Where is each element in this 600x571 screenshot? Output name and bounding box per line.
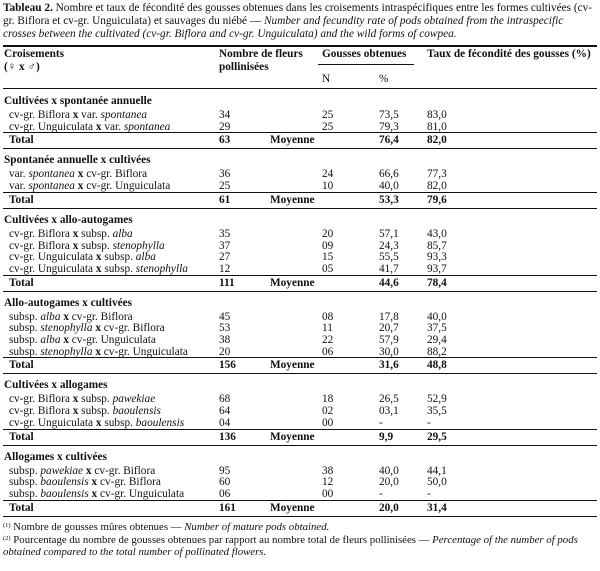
cell-taux: 40,0 bbox=[427, 310, 447, 323]
cell-percent: 79,3 bbox=[379, 120, 399, 133]
total-percent: 20,0 bbox=[379, 501, 399, 514]
taxon-name: alba bbox=[40, 310, 61, 323]
cell-percent: - bbox=[379, 487, 383, 500]
cell-fleurs: 34 bbox=[219, 109, 231, 121]
cross-text: cv-gr. Unguiculata bbox=[97, 487, 185, 500]
section-bottom-rule bbox=[3, 208, 597, 209]
total-percent: 76,4 bbox=[379, 134, 399, 147]
row-cross-label bbox=[9, 168, 147, 180]
cross-text: subsp. bbox=[9, 310, 41, 323]
cross-text: cv-gr. Biflora bbox=[9, 109, 73, 121]
section-bottom-rule bbox=[3, 516, 597, 517]
row-cross-label bbox=[9, 322, 165, 334]
row-cross-label bbox=[9, 263, 188, 275]
cell-percent: 73,5 bbox=[379, 109, 399, 121]
total-label: Total bbox=[9, 134, 34, 147]
total-taux: 82,0 bbox=[427, 134, 447, 147]
cross-x: x bbox=[77, 180, 84, 193]
cross-text: cv-gr. Unguiculata bbox=[9, 262, 96, 275]
cell-n: 08 bbox=[322, 310, 334, 323]
taxon-name: spontanea bbox=[123, 120, 171, 133]
cell-n: 06 bbox=[322, 345, 334, 358]
total-moyenne-label: Moyenne bbox=[270, 276, 315, 289]
cell-taux: 88,2 bbox=[427, 345, 447, 358]
cell-percent: 55,5 bbox=[379, 251, 399, 264]
header-n: N bbox=[322, 73, 331, 85]
cross-text: cv-gr. Biflora bbox=[100, 322, 165, 335]
cell-taux: 37,5 bbox=[427, 322, 447, 335]
footnote-marker: (1) bbox=[3, 521, 11, 529]
cell-n: 10 bbox=[322, 180, 334, 193]
cross-text: cv-gr. Biflora bbox=[9, 239, 73, 252]
taxon-name: spontanea bbox=[28, 180, 75, 193]
cell-percent: 66,6 bbox=[379, 168, 399, 181]
total-rule bbox=[3, 132, 597, 133]
cell-fleurs: 45 bbox=[219, 310, 231, 323]
cross-text: subsp. bbox=[78, 405, 113, 418]
total-percent: 53,3 bbox=[379, 193, 399, 206]
row-cross-label bbox=[9, 417, 184, 429]
total-fleurs: 61 bbox=[219, 193, 231, 206]
cross-text: cv-gr. Unguiculata bbox=[83, 180, 171, 193]
section-bottom-rule bbox=[3, 373, 597, 374]
cross-text: cv-gr. Unguiculata bbox=[9, 120, 96, 133]
footnote-english: Percentage of the number of pods obtained compared to the total number of pollinated flowers. bbox=[3, 533, 578, 558]
cross-text: var. bbox=[9, 168, 29, 181]
total-fleurs: 111 bbox=[219, 276, 235, 289]
header-percent: % bbox=[379, 73, 389, 85]
cell-percent: 57,9 bbox=[379, 334, 399, 346]
cell-fleurs: 12 bbox=[219, 262, 231, 275]
row-cross-label bbox=[9, 476, 161, 488]
cell-n: 15 bbox=[322, 251, 334, 264]
cell-fleurs: 27 bbox=[219, 251, 231, 264]
total-fleurs: 161 bbox=[219, 501, 236, 514]
total-taux: 31,4 bbox=[427, 501, 447, 514]
cell-taux: 77,3 bbox=[427, 168, 447, 181]
total-rule bbox=[3, 500, 597, 501]
cell-percent: 40,0 bbox=[379, 180, 399, 193]
cross-text: subsp. bbox=[101, 262, 136, 275]
footnote-french: Nombre de gousses mûres obtenues — bbox=[13, 520, 182, 533]
section-title: Spontanée annuelle x cultivées bbox=[4, 154, 151, 167]
row-cross-label bbox=[9, 251, 156, 263]
taxon-name: alba bbox=[135, 251, 156, 264]
row-cross-label bbox=[9, 121, 170, 133]
cell-fleurs: 06 bbox=[219, 487, 231, 500]
cell-n: 00 bbox=[322, 487, 334, 500]
cross-x: x bbox=[95, 345, 101, 358]
cell-n: 09 bbox=[322, 239, 334, 252]
cross-x: x bbox=[63, 334, 69, 346]
cell-fleurs: 04 bbox=[219, 416, 231, 429]
row-cross-label bbox=[9, 228, 133, 240]
section-title: Cultivées x allo-autogames bbox=[4, 213, 133, 226]
row-cross-label bbox=[9, 240, 165, 252]
footnote-english: Number of mature pods obtained. bbox=[184, 520, 330, 533]
cross-text: cv-gr. Unguiculata bbox=[100, 345, 188, 358]
cross-text: subsp. bbox=[9, 334, 41, 346]
taxon-name: baoulensis bbox=[40, 476, 89, 489]
taxon-name: alba bbox=[112, 227, 133, 240]
cell-taux: 83,0 bbox=[427, 109, 447, 121]
cell-n: 25 bbox=[322, 109, 334, 121]
total-moyenne-label: Moyenne bbox=[270, 134, 315, 147]
cross-x: x bbox=[95, 262, 102, 275]
cell-taux: 50,0 bbox=[427, 476, 447, 489]
cross-text: cv-gr. Unguiculata bbox=[9, 251, 96, 264]
cross-text: cv-gr. Biflora bbox=[97, 476, 161, 489]
total-taux: 48,8 bbox=[427, 359, 447, 372]
cross-text: cv-gr. Biflora bbox=[68, 310, 133, 323]
cell-fleurs: 53 bbox=[219, 322, 231, 335]
total-label: Total bbox=[9, 501, 34, 514]
cell-fleurs: 37 bbox=[219, 239, 231, 252]
cell-percent: 17,8 bbox=[379, 310, 399, 323]
total-taux: 79,6 bbox=[427, 193, 447, 206]
taxon-name: stenophylla bbox=[135, 262, 188, 275]
cell-fleurs: 29 bbox=[219, 120, 231, 133]
cell-taux: 82,0 bbox=[427, 180, 447, 193]
taxon-name: stenophylla bbox=[40, 345, 93, 358]
cell-taux: 44,1 bbox=[427, 464, 447, 477]
cell-fleurs: 68 bbox=[219, 393, 231, 406]
header-gousses-obtenues: Gousses obtenues bbox=[322, 48, 407, 60]
cross-text: subsp. bbox=[9, 464, 41, 477]
total-label: Total bbox=[9, 193, 34, 206]
cross-x: x bbox=[77, 168, 84, 181]
cell-fleurs: 38 bbox=[219, 334, 231, 346]
taxon-name: baoulensis bbox=[135, 416, 185, 429]
cell-taux: 52,9 bbox=[427, 393, 447, 406]
total-moyenne-label: Moyenne bbox=[270, 193, 315, 206]
header-bottom-rule bbox=[3, 88, 597, 89]
cell-fleurs: 20 bbox=[219, 345, 231, 358]
cell-taux: 93,3 bbox=[427, 251, 447, 264]
cell-percent: 26,5 bbox=[379, 393, 399, 406]
cell-taux: 81,0 bbox=[427, 120, 447, 133]
cross-text: cv-gr. Unguiculata bbox=[9, 416, 96, 429]
total-label: Total bbox=[9, 359, 34, 372]
taxon-name: spontanea bbox=[100, 109, 148, 121]
cell-taux: 29,4 bbox=[427, 334, 447, 346]
cell-taux: 93,7 bbox=[427, 262, 447, 275]
row-cross-label bbox=[9, 346, 188, 358]
caption-english: Number and fecundity rate of pods obtained from the intraspecific crosses between the cultivated (cv-gr. Biflora and cv-gr. Unguiculata) and the wild forms of cowpea. bbox=[3, 15, 564, 40]
taxon-name: stenophylla bbox=[112, 239, 165, 252]
total-rule bbox=[3, 275, 597, 276]
cell-n: 20 bbox=[322, 227, 334, 240]
cross-text: subsp. bbox=[9, 476, 41, 489]
total-percent: 44,6 bbox=[379, 276, 399, 289]
cell-fleurs: 95 bbox=[219, 464, 231, 477]
cross-text: cv-gr. Biflora bbox=[9, 393, 73, 406]
section-title: Cultivées x allogames bbox=[4, 379, 108, 392]
taxon-name: stenophylla bbox=[40, 322, 93, 335]
section-title: Allogames x cultivées bbox=[4, 450, 107, 463]
cell-percent: 40,0 bbox=[379, 464, 399, 477]
taxon-name: baoulensis bbox=[40, 487, 89, 500]
cross-text: cv-gr. Biflora bbox=[83, 168, 148, 181]
cross-text: subsp. bbox=[101, 251, 136, 264]
cross-x: x bbox=[63, 310, 69, 323]
cross-x: x bbox=[95, 251, 102, 264]
row-cross-label bbox=[9, 393, 155, 405]
cross-x: x bbox=[95, 416, 102, 429]
cell-percent: - bbox=[379, 416, 383, 429]
cell-percent: 20,7 bbox=[379, 322, 399, 335]
cell-taux: 35,5 bbox=[427, 405, 447, 418]
taxon-name: pawekiae bbox=[40, 464, 84, 477]
total-rule bbox=[3, 192, 597, 193]
cell-fleurs: 36 bbox=[219, 168, 231, 181]
total-fleurs: 156 bbox=[219, 359, 236, 372]
cell-n: 18 bbox=[322, 393, 334, 406]
cross-text: cv-gr. Biflora bbox=[9, 227, 73, 240]
cell-taux: 43,0 bbox=[427, 227, 447, 240]
cell-n: 00 bbox=[322, 416, 334, 429]
table-caption bbox=[3, 2, 597, 41]
total-label: Total bbox=[9, 430, 34, 443]
cross-text: subsp. bbox=[78, 239, 113, 252]
cell-percent: 30,0 bbox=[379, 345, 399, 358]
cross-text: cv-gr. Biflora bbox=[9, 405, 73, 418]
row-cross-label bbox=[9, 180, 170, 192]
section-bottom-rule bbox=[3, 148, 597, 149]
footnote-french: Pourcentage du nombre de gousses obtenues par rapport au nombre total de fleurs pollinisées — bbox=[13, 533, 430, 546]
cell-fleurs: 35 bbox=[219, 227, 231, 240]
caption-french: Nombre et taux de fécondité des gousses obtenues dans les croisements intraspécifiques entre les formes cultivées (cv-gr. Biflora et cv-gr. Unguiculata) et sauvages du niébé — bbox=[3, 2, 593, 27]
cell-percent: 57,1 bbox=[379, 227, 399, 240]
cross-x: x bbox=[72, 405, 79, 418]
cross-text: subsp. bbox=[101, 416, 136, 429]
section-bottom-rule bbox=[3, 445, 597, 446]
total-label: Total bbox=[9, 276, 34, 289]
cross-text: subsp. bbox=[9, 345, 41, 358]
cell-fleurs: 60 bbox=[219, 476, 231, 489]
taxon-name: alba bbox=[40, 334, 61, 346]
header-nombre-fleurs: Nombre de fleurs bbox=[219, 48, 303, 60]
header-croisements: Croisements bbox=[4, 48, 65, 60]
cell-n: 12 bbox=[322, 476, 334, 489]
cross-text: var. bbox=[78, 109, 101, 121]
header-top-rule bbox=[3, 45, 597, 47]
cell-fleurs: 25 bbox=[219, 180, 231, 193]
cell-taux: - bbox=[427, 487, 431, 500]
cross-text: var. bbox=[9, 180, 29, 193]
row-cross-label bbox=[9, 465, 155, 477]
row-cross-label bbox=[9, 334, 156, 346]
total-moyenne-label: Moyenne bbox=[270, 359, 315, 372]
cross-text: subsp. bbox=[78, 227, 113, 240]
cross-text: subsp. bbox=[78, 393, 113, 406]
row-cross-label bbox=[9, 109, 147, 121]
cross-x: x bbox=[72, 393, 79, 406]
section-title: Allo-autogames x cultivées bbox=[4, 296, 133, 309]
total-fleurs: 63 bbox=[219, 134, 231, 147]
cross-x: x bbox=[95, 322, 101, 335]
cross-text: cv-gr. Biflora bbox=[91, 464, 156, 477]
total-rule bbox=[3, 429, 597, 430]
total-rule bbox=[3, 357, 597, 358]
total-percent: 9,9 bbox=[379, 430, 394, 443]
total-fleurs: 136 bbox=[219, 430, 236, 443]
section-title: Cultivées x spontanée annuelle bbox=[4, 95, 152, 107]
taxon-name: baoulensis bbox=[112, 405, 161, 418]
cross-text: subsp. bbox=[9, 322, 41, 335]
cell-percent: 03,1 bbox=[379, 405, 399, 418]
taxon-name: spontanea bbox=[28, 168, 75, 181]
cell-n: 11 bbox=[322, 322, 333, 335]
cell-taux: 85,7 bbox=[427, 239, 447, 252]
caption-label: Tableau 2. bbox=[3, 2, 53, 14]
cross-x: x bbox=[91, 487, 98, 500]
cell-percent: 24,3 bbox=[379, 239, 399, 252]
total-moyenne-label: Moyenne bbox=[270, 430, 315, 443]
cross-text: var. bbox=[101, 120, 124, 133]
cross-x: x bbox=[95, 120, 102, 133]
total-taux: 29,5 bbox=[427, 430, 447, 443]
cell-taux: - bbox=[427, 416, 431, 429]
header-taux-fecondite: Taux de fécondité des gousses (%) bbox=[427, 48, 591, 60]
row-cross-label bbox=[9, 488, 184, 500]
section-bottom-rule bbox=[3, 291, 597, 292]
total-moyenne-label: Moyenne bbox=[270, 501, 315, 514]
cross-x: x bbox=[91, 476, 98, 489]
cross-x: x bbox=[72, 109, 79, 121]
header-subrule bbox=[318, 64, 414, 65]
footnote bbox=[3, 533, 597, 558]
cross-x: x bbox=[85, 464, 92, 477]
cell-percent: 20,0 bbox=[379, 476, 399, 489]
footnote bbox=[3, 520, 597, 533]
cell-n: 22 bbox=[322, 334, 334, 346]
row-cross-label bbox=[9, 311, 133, 323]
total-taux: 78,4 bbox=[427, 276, 447, 289]
cross-x: x bbox=[72, 239, 79, 252]
cell-n: 05 bbox=[322, 262, 334, 275]
cell-n: 38 bbox=[322, 464, 334, 477]
header-pollinisees: pollinisées bbox=[219, 61, 269, 73]
total-percent: 31,6 bbox=[379, 359, 399, 372]
cell-n: 02 bbox=[322, 405, 334, 418]
cross-text: subsp. bbox=[9, 487, 41, 500]
header-sex-notation: (♀ x ♂) bbox=[4, 61, 40, 73]
taxon-name: pawekiae bbox=[112, 393, 156, 406]
cross-x: x bbox=[72, 227, 79, 240]
row-cross-label bbox=[9, 405, 161, 417]
cell-percent: 41,7 bbox=[379, 262, 399, 275]
footnote-marker: (2) bbox=[3, 534, 11, 542]
cell-fleurs: 64 bbox=[219, 405, 231, 418]
cell-n: 25 bbox=[322, 120, 334, 133]
cell-n: 24 bbox=[322, 168, 334, 181]
cross-text: cv-gr. Unguiculata bbox=[68, 334, 156, 346]
